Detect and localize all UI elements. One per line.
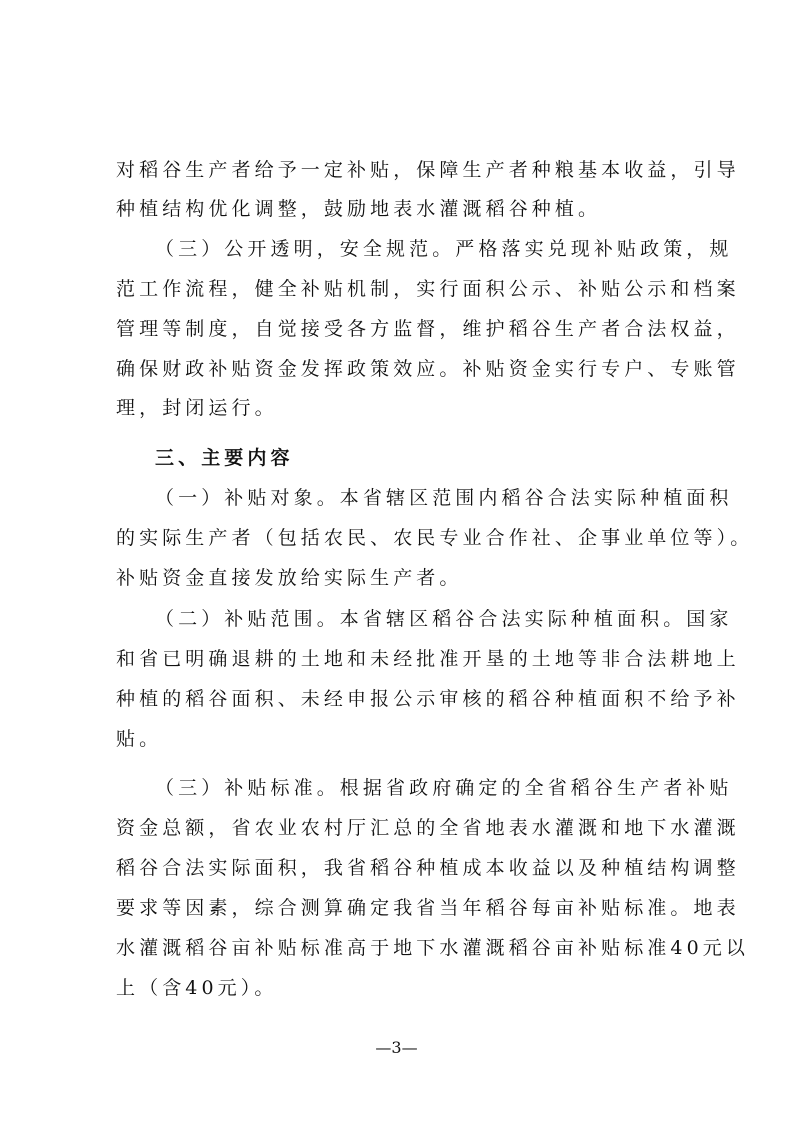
body-line-20: 水灌溉稻谷亩补贴标准高于地下水灌溉稻谷亩补贴标准40元以 (116, 937, 749, 959)
body-line-4: 范工作流程，健全补贴机制，实行面积公示、补贴公示和档案 (116, 278, 740, 300)
body-line-11: 补贴资金直接发放给实际生产者。 (116, 567, 463, 589)
section-heading-main-content: 三、主要内容 (155, 447, 294, 469)
body-line-14: 种植的稻谷面积、未经申报公示审核的稻谷种植面积不给予补 (116, 688, 740, 710)
body-line-6: 确保财政补贴资金发挥政策效应。补贴资金实行专户、专账管 (116, 358, 740, 380)
body-line-21: 上（含40元）。 (116, 977, 278, 999)
body-line-10: 的实际生产者（包括农民、农民专业合作社、企事业单位等）。 (116, 527, 754, 549)
body-line-18: 稻谷合法实际面积，我省稻谷种植成本收益以及种植结构调整 (116, 857, 740, 879)
body-line-2: 种植结构优化调整，鼓励地表水灌溉稻谷种植。 (116, 198, 602, 220)
page-number: —3— (375, 1038, 418, 1057)
body-line-15: 贴。 (116, 728, 163, 750)
body-line-7: 理，封闭运行。 (116, 397, 278, 419)
body-line-5: 管理等制度，自觉接受各方监督，维护稻谷生产者合法权益， (116, 318, 740, 340)
section-3-openness-line-1: （三）公开透明，安全规范。严格落实兑现补贴政策，规 (155, 238, 733, 260)
body-line-17: 资金总额，省农业农村厅汇总的全省地表水灌溉和地下水灌溉 (116, 817, 740, 839)
subsidy-target-line-1: （一）补贴对象。本省辖区范围内稻谷合法实际种植面积 (155, 487, 733, 509)
body-line-1: 对稻谷生产者给予一定补贴，保障生产者种粮基本收益，引导 (116, 159, 740, 181)
body-line-13: 和省已明确退耕的土地和未经批准开垦的土地等非合法耕地上 (116, 648, 740, 670)
body-line-19: 要求等因素，综合测算确定我省当年稻谷每亩补贴标准。地表 (116, 897, 740, 919)
subsidy-scope-line-1: （二）补贴范围。本省辖区稻谷合法实际种植面积。国家 (155, 608, 733, 630)
subsidy-standard-line-1: （三）补贴标准。根据省政府确定的全省稻谷生产者补贴 (155, 777, 733, 799)
